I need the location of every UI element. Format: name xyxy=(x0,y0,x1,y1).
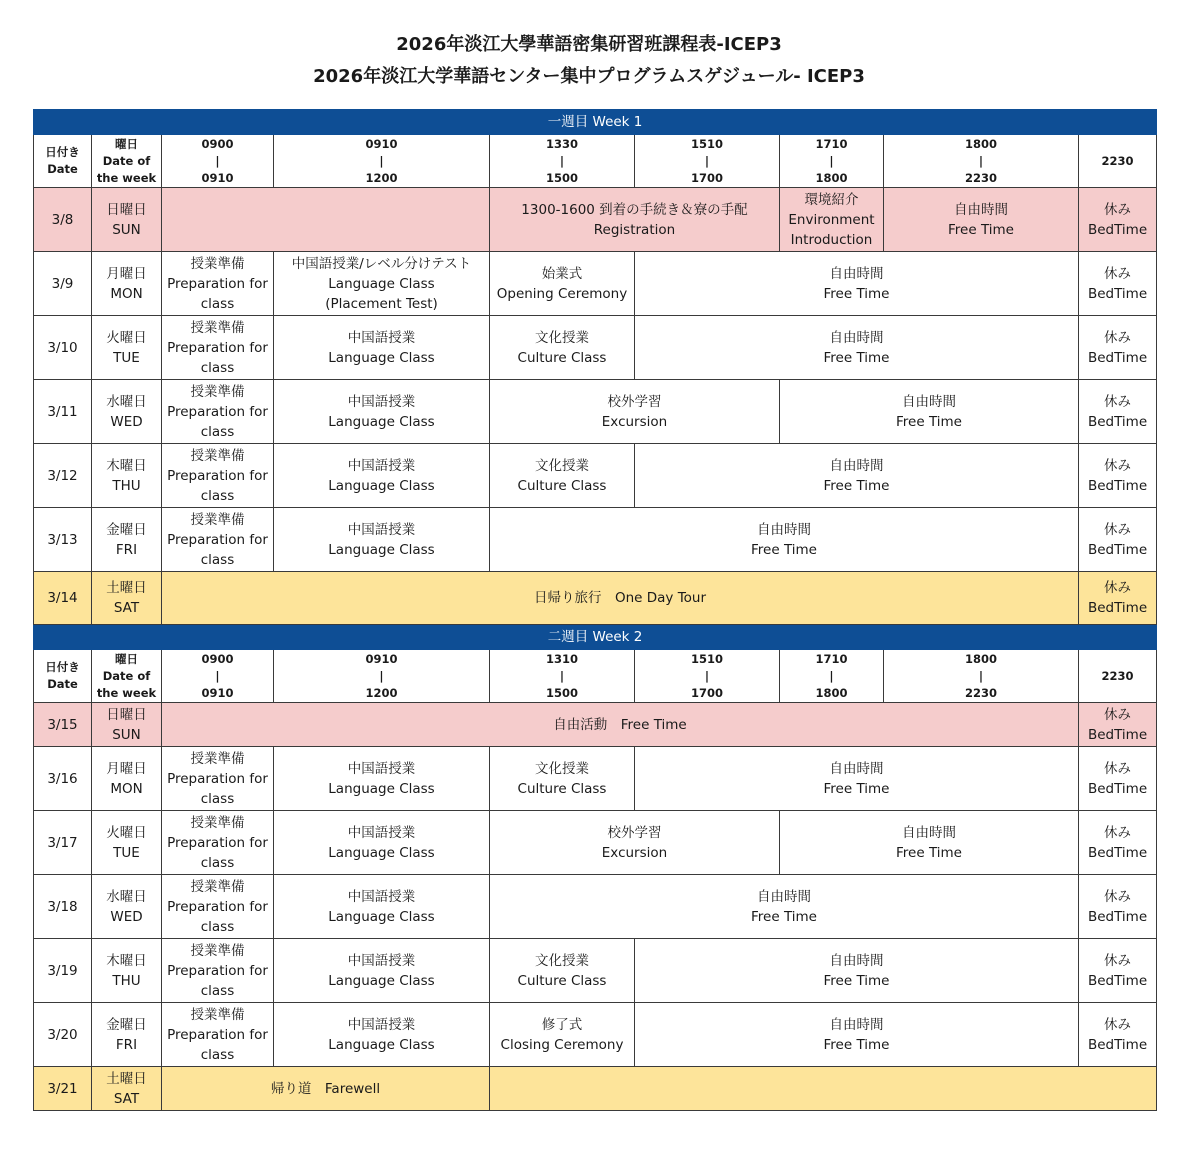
prep-cell: 授業準備 Preparation for class xyxy=(162,508,274,572)
free-time-cell: 自由時間 Free Time xyxy=(635,316,1079,380)
dow-cell: 金曜日 FRI xyxy=(92,1003,162,1067)
time-slot-header: 1710 | 1800 xyxy=(780,650,884,703)
schedule-row xyxy=(34,380,1157,444)
schedule-row xyxy=(34,703,1157,747)
dow-cell: 土曜日 SAT xyxy=(92,572,162,625)
bedtime-cell: 休み BedTime xyxy=(1079,811,1157,875)
schedule-row xyxy=(34,939,1157,1003)
page-subtitle: 2026年淡江大学華語センター集中プログラムスゲジュール- ICEP3 xyxy=(313,66,865,87)
dow-cell: 月曜日 MON xyxy=(92,747,162,811)
language-class-cell: 中国語授業 Language Class xyxy=(274,444,490,508)
excursion-cell: 校外学習 Excursion xyxy=(490,811,780,875)
schedule-row xyxy=(34,444,1157,508)
date-cell: 3/13 xyxy=(34,508,92,572)
prep-cell: 授業準備 Preparation for class xyxy=(162,316,274,380)
schedule-row xyxy=(34,811,1157,875)
dow-cell: 木曜日 THU xyxy=(92,939,162,1003)
prep-cell: 授業準備 Preparation for class xyxy=(162,444,274,508)
language-class-cell: 中国語授業 Language Class xyxy=(274,811,490,875)
dow-cell: 日曜日 SUN xyxy=(92,703,162,747)
free-time-cell: 自由時間 Free Time xyxy=(635,747,1079,811)
bedtime-cell: 休み BedTime xyxy=(1079,380,1157,444)
date-cell: 3/12 xyxy=(34,444,92,508)
week2-header: 二週目 Week 2 xyxy=(34,625,1157,650)
ceremony-cell: 始業式 Opening Ceremony xyxy=(490,252,635,316)
time-slot-header: 1800 | 2230 xyxy=(884,135,1079,188)
date-column-header: 日付き Date xyxy=(34,135,92,188)
culture-class-cell: 文化授業 Culture Class xyxy=(490,444,635,508)
dow-cell: 金曜日 FRI xyxy=(92,508,162,572)
time-slot-header: 0900 | 0910 xyxy=(162,650,274,703)
date-cell: 3/10 xyxy=(34,316,92,380)
dow-cell: 土曜日 SAT xyxy=(92,1067,162,1111)
date-cell: 3/19 xyxy=(34,939,92,1003)
bedtime-cell: 休み BedTime xyxy=(1079,572,1157,625)
prep-cell: 授業準備 Preparation for class xyxy=(162,939,274,1003)
date-cell: 3/14 xyxy=(34,572,92,625)
week1-header: 一週目 Week 1 xyxy=(34,110,1157,135)
date-column-header: 日付き Date xyxy=(34,650,92,703)
time-slot-header: 2230 xyxy=(1079,650,1157,703)
dow-cell: 水曜日 WED xyxy=(92,875,162,939)
bedtime-cell: 休み BedTime xyxy=(1079,703,1157,747)
date-cell: 3/20 xyxy=(34,1003,92,1067)
free-time-cell: 自由時間 Free Time xyxy=(635,252,1079,316)
ceremony-cell: 修了式 Closing Ceremony xyxy=(490,1003,635,1067)
dow-column-header: 曜日 Date of the week xyxy=(92,135,162,188)
registration-cell: 1300-1600 到着の手続き＆寮の手配 Registration xyxy=(490,188,780,252)
time-slot-header: 2230 xyxy=(1079,135,1157,188)
week1-time-header-row xyxy=(34,135,1157,188)
schedule-row xyxy=(34,252,1157,316)
schedule-table xyxy=(33,109,1157,1111)
date-cell: 3/9 xyxy=(34,252,92,316)
language-class-cell: 中国語授業 Language Class xyxy=(274,747,490,811)
language-class-cell: 中国語授業 Language Class xyxy=(274,1003,490,1067)
schedule-row xyxy=(34,875,1157,939)
free-activity-cell: 自由活動 Free Time xyxy=(162,703,1079,747)
prep-cell: 授業準備 Preparation for class xyxy=(162,1003,274,1067)
free-time-cell: 自由時間 Free Time xyxy=(490,508,1079,572)
prep-cell: 授業準備 Preparation for class xyxy=(162,380,274,444)
prep-cell: 授業準備 Preparation for class xyxy=(162,811,274,875)
empty-cell xyxy=(490,1067,1157,1111)
prep-cell: 授業準備 Preparation for class xyxy=(162,252,274,316)
schedule-row xyxy=(34,572,1157,625)
date-cell: 3/16 xyxy=(34,747,92,811)
free-time-cell: 自由時間 Free Time xyxy=(635,939,1079,1003)
date-cell: 3/11 xyxy=(34,380,92,444)
one-day-tour-cell: 日帰り旅行 One Day Tour xyxy=(162,572,1079,625)
language-class-cell: 中国語授業 Language Class xyxy=(274,939,490,1003)
dow-cell: 月曜日 MON xyxy=(92,252,162,316)
bedtime-cell: 休み BedTime xyxy=(1079,508,1157,572)
week2-time-header-row xyxy=(34,650,1157,703)
date-cell: 3/15 xyxy=(34,703,92,747)
farewell-cell: 帰り道 Farewell xyxy=(162,1067,490,1111)
schedule-row xyxy=(34,747,1157,811)
language-class-cell: 中国語授業 Language Class xyxy=(274,875,490,939)
empty-cell xyxy=(162,188,490,252)
bedtime-cell: 休み BedTime xyxy=(1079,188,1157,252)
bedtime-cell: 休み BedTime xyxy=(1079,252,1157,316)
language-class-cell: 中国語授業 Language Class xyxy=(274,316,490,380)
prep-cell: 授業準備 Preparation for class xyxy=(162,875,274,939)
date-cell: 3/18 xyxy=(34,875,92,939)
free-time-cell: 自由時間 Free Time xyxy=(635,1003,1079,1067)
date-cell: 3/17 xyxy=(34,811,92,875)
schedule-row xyxy=(34,508,1157,572)
time-slot-header: 1800 | 2230 xyxy=(884,650,1079,703)
bedtime-cell: 休み BedTime xyxy=(1079,747,1157,811)
dow-cell: 日曜日 SUN xyxy=(92,188,162,252)
dow-cell: 木曜日 THU xyxy=(92,444,162,508)
time-slot-header: 0910 | 1200 xyxy=(274,135,490,188)
environment-cell: 環境紹介 Environment Introduction xyxy=(780,188,884,252)
culture-class-cell: 文化授業 Culture Class xyxy=(490,316,635,380)
schedule-row xyxy=(34,1003,1157,1067)
page-title: 2026年淡江大學華語密集研習班課程表-ICEP3 xyxy=(396,34,782,55)
language-class-cell: 中国語授業 Language Class xyxy=(274,508,490,572)
prep-cell: 授業準備 Preparation for class xyxy=(162,747,274,811)
culture-class-cell: 文化授業 Culture Class xyxy=(490,747,635,811)
dow-cell: 火曜日 TUE xyxy=(92,811,162,875)
bedtime-cell: 休み BedTime xyxy=(1079,875,1157,939)
bedtime-cell: 休み BedTime xyxy=(1079,444,1157,508)
date-cell: 3/8 xyxy=(34,188,92,252)
bedtime-cell: 休み BedTime xyxy=(1079,316,1157,380)
free-time-cell: 自由時間 Free Time xyxy=(884,188,1079,252)
schedule-row xyxy=(34,1067,1157,1111)
date-cell: 3/21 xyxy=(34,1067,92,1111)
time-slot-header: 1710 | 1800 xyxy=(780,135,884,188)
free-time-cell: 自由時間 Free Time xyxy=(780,380,1079,444)
excursion-cell: 校外学習 Excursion xyxy=(490,380,780,444)
time-slot-header: 1310 | 1500 xyxy=(490,650,635,703)
schedule-row xyxy=(34,316,1157,380)
free-time-cell: 自由時間 Free Time xyxy=(780,811,1079,875)
time-slot-header: 0900 | 0910 xyxy=(162,135,274,188)
culture-class-cell: 文化授業 Culture Class xyxy=(490,939,635,1003)
free-time-cell: 自由時間 Free Time xyxy=(635,444,1079,508)
dow-cell: 火曜日 TUE xyxy=(92,316,162,380)
bedtime-cell: 休み BedTime xyxy=(1079,1003,1157,1067)
time-slot-header: 0910 | 1200 xyxy=(274,650,490,703)
language-class-cell: 中国語授業 Language Class xyxy=(274,380,490,444)
time-slot-header: 1330 | 1500 xyxy=(490,135,635,188)
dow-cell: 水曜日 WED xyxy=(92,380,162,444)
dow-column-header: 曜日 Date of the week xyxy=(92,650,162,703)
language-class-cell: 中国語授業/レベル分けテスト Language Class (Placement Test) xyxy=(274,252,490,316)
free-time-cell: 自由時間 Free Time xyxy=(490,875,1079,939)
schedule-row xyxy=(34,188,1157,252)
bedtime-cell: 休み BedTime xyxy=(1079,939,1157,1003)
time-slot-header: 1510 | 1700 xyxy=(635,650,780,703)
time-slot-header: 1510 | 1700 xyxy=(635,135,780,188)
